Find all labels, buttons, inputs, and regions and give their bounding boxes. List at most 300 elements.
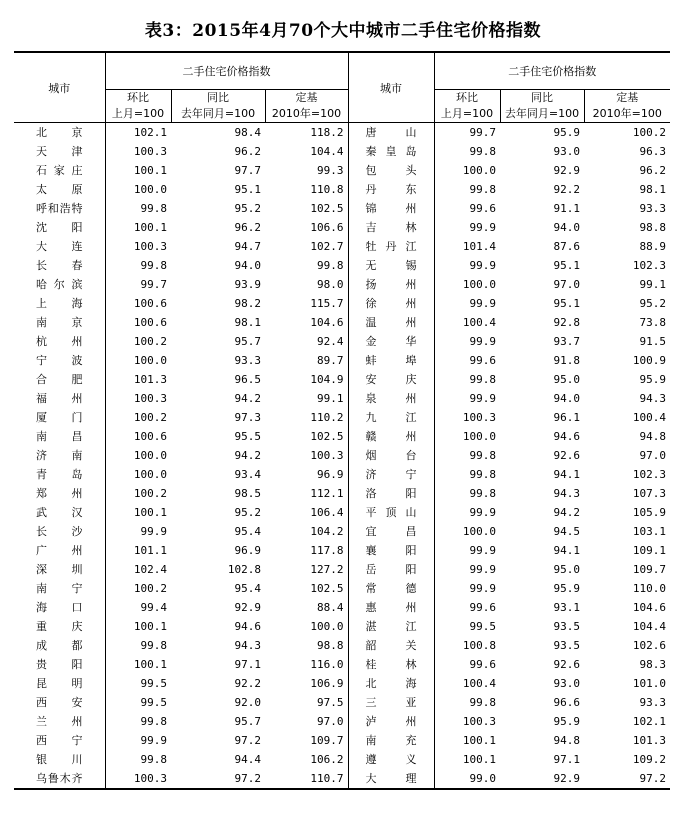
base-value: 102.6 [632, 639, 667, 652]
base-value: 101.0 [632, 677, 667, 690]
city-name: 九 江 [348, 408, 434, 427]
header-base-sub-right: 2010年=100 [584, 106, 670, 123]
city-name: 青 岛 [14, 465, 105, 484]
base-value: 110.7 [265, 769, 348, 789]
header-yoy-sub-right: 去年同月=100 [500, 106, 584, 123]
mom-value: 100.0 [133, 183, 167, 196]
yoy-value: 95.1 [553, 297, 581, 310]
yoy-value: 97.0 [553, 278, 581, 291]
table-row [14, 674, 670, 693]
base-value: 95.9 [639, 373, 667, 386]
city-name: 惠 州 [348, 598, 434, 617]
city-name: 乌鲁木齐 [14, 769, 105, 789]
mom-value: 100.4 [462, 316, 497, 329]
city-name: 深 圳 [14, 560, 105, 579]
table-row [14, 598, 670, 617]
table-row [14, 522, 670, 541]
page-title: 表3：2015年4月70个大中城市二手住宅价格指数 [144, 21, 542, 41]
table-row [14, 161, 670, 180]
table-body [14, 123, 670, 790]
table-row [14, 750, 670, 769]
mom-value: 100.0 [133, 354, 167, 367]
table-row [14, 142, 670, 161]
mom-value: 99.8 [469, 487, 497, 500]
base-value: 104.2 [265, 522, 348, 541]
city-name: 天 津 [14, 142, 105, 161]
mom-value: 99.8 [469, 449, 497, 462]
city-name: 昆 明 [14, 674, 105, 693]
yoy-value: 95.0 [553, 563, 581, 576]
base-value: 107.3 [632, 487, 667, 500]
city-name: 杭 州 [14, 332, 105, 351]
yoy-value: 96.2 [234, 221, 261, 234]
table-row [14, 427, 670, 446]
mom-value: 99.8 [140, 715, 167, 728]
mom-value: 102.4 [133, 563, 167, 576]
city-name: 沈 阳 [14, 218, 105, 237]
yoy-value: 91.8 [553, 354, 581, 367]
base-value: 100.0 [265, 617, 348, 636]
table-row [14, 275, 670, 294]
base-value: 89.7 [265, 351, 348, 370]
yoy-value: 102.8 [227, 563, 261, 576]
base-value: 98.1 [639, 183, 667, 196]
base-value: 94.8 [639, 430, 667, 443]
mom-value: 100.1 [133, 658, 167, 671]
header-base-right: 定基 [584, 90, 670, 107]
header-mom-right: 环比 [434, 90, 500, 107]
city-name: 南 充 [348, 731, 434, 750]
city-name: 吉 林 [348, 218, 434, 237]
yoy-value: 87.6 [553, 240, 581, 253]
mom-value: 100.3 [462, 715, 497, 728]
city-name: 秦皇岛 [348, 142, 434, 161]
base-value: 110.8 [265, 180, 348, 199]
mom-value: 99.4 [140, 601, 167, 614]
yoy-value: 94.6 [553, 430, 581, 443]
base-value: 102.7 [265, 237, 348, 256]
base-value: 99.1 [265, 389, 348, 408]
city-name: 银 川 [14, 750, 105, 769]
base-value: 97.0 [265, 712, 348, 731]
city-name: 北 京 [14, 123, 105, 143]
yoy-value: 93.1 [553, 601, 581, 614]
table-row [14, 199, 670, 218]
table-row [14, 636, 670, 655]
base-value: 127.2 [265, 560, 348, 579]
yoy-value: 94.2 [234, 449, 261, 462]
mom-value: 100.6 [133, 297, 167, 310]
table-row [14, 617, 670, 636]
table-row [14, 408, 670, 427]
mom-value: 100.3 [462, 411, 497, 424]
base-value: 98.0 [265, 275, 348, 294]
yoy-value: 93.4 [234, 468, 261, 481]
city-name: 合 肥 [14, 370, 105, 389]
city-name: 厦 门 [14, 408, 105, 427]
base-value: 92.4 [265, 332, 348, 351]
base-value: 88.9 [639, 240, 667, 253]
city-name: 西 宁 [14, 731, 105, 750]
base-value: 93.3 [639, 202, 667, 215]
yoy-value: 97.1 [234, 658, 261, 671]
yoy-value: 92.9 [553, 164, 581, 177]
yoy-value: 95.7 [234, 715, 261, 728]
yoy-value: 96.9 [234, 544, 261, 557]
mom-value: 99.9 [469, 335, 497, 348]
city-name: 锦 州 [348, 199, 434, 218]
yoy-value: 95.2 [234, 202, 261, 215]
base-value: 110.0 [632, 582, 667, 595]
mom-value: 100.1 [133, 221, 167, 234]
base-value: 106.4 [265, 503, 348, 522]
base-value: 96.3 [639, 145, 667, 158]
yoy-value: 93.5 [553, 620, 581, 633]
base-value: 117.8 [265, 541, 348, 560]
base-value: 104.6 [632, 601, 667, 614]
mom-value: 100.3 [105, 769, 171, 789]
base-value: 97.2 [584, 769, 670, 789]
city-name: 温 州 [348, 313, 434, 332]
table-row [14, 503, 670, 522]
base-value: 116.0 [265, 655, 348, 674]
mom-value: 99.6 [469, 202, 497, 215]
city-name: 桂 林 [348, 655, 434, 674]
mom-value: 99.6 [469, 354, 497, 367]
base-value: 109.7 [265, 731, 348, 750]
base-value: 100.3 [265, 446, 348, 465]
yoy-value: 94.3 [234, 639, 261, 652]
mom-value: 100.4 [462, 677, 497, 690]
mom-value: 100.1 [462, 753, 497, 766]
mom-value: 100.6 [133, 316, 167, 329]
table-row [14, 579, 670, 598]
yoy-value: 94.1 [553, 468, 581, 481]
base-value: 104.6 [265, 313, 348, 332]
yoy-value: 95.7 [234, 335, 261, 348]
mom-value: 99.8 [140, 639, 167, 652]
yoy-value: 94.8 [553, 734, 581, 747]
yoy-value: 92.9 [500, 769, 584, 789]
yoy-value: 95.4 [234, 582, 261, 595]
yoy-value: 95.9 [553, 715, 581, 728]
yoy-value: 94.7 [234, 240, 261, 253]
table-row [14, 446, 670, 465]
base-value: 102.1 [632, 715, 667, 728]
mom-value: 101.1 [133, 544, 167, 557]
base-value: 100.9 [632, 354, 667, 367]
city-name: 成 都 [14, 636, 105, 655]
header-mom-left: 环比 [105, 90, 171, 107]
city-name: 大 连 [14, 237, 105, 256]
yoy-value: 96.6 [553, 696, 581, 709]
city-name: 北 海 [348, 674, 434, 693]
table-row [14, 351, 670, 370]
yoy-value: 97.3 [234, 411, 261, 424]
table-row [14, 313, 670, 332]
mom-value: 100.1 [133, 506, 167, 519]
city-name: 福 州 [14, 389, 105, 408]
base-value: 91.5 [639, 335, 667, 348]
mom-value: 99.6 [469, 658, 497, 671]
mom-value: 101.3 [133, 373, 167, 386]
city-name: 徐 州 [348, 294, 434, 313]
base-value: 102.5 [265, 199, 348, 218]
mom-value: 100.3 [133, 240, 167, 253]
base-value: 110.2 [265, 408, 348, 427]
mom-value: 100.3 [133, 392, 167, 405]
base-value: 73.8 [639, 316, 667, 329]
base-value: 98.3 [639, 658, 667, 671]
mom-value: 99.9 [469, 392, 497, 405]
base-value: 102.5 [265, 427, 348, 446]
base-value: 102.5 [265, 579, 348, 598]
header-group-left: 二手住宅价格指数 [105, 52, 348, 90]
city-name: 石家庄 [14, 161, 105, 180]
mom-value: 99.9 [469, 259, 497, 272]
city-name: 洛 阳 [348, 484, 434, 503]
city-name: 长 沙 [14, 522, 105, 541]
base-value: 106.9 [265, 674, 348, 693]
yoy-value: 98.1 [234, 316, 261, 329]
yoy-value: 92.9 [234, 601, 261, 614]
mom-value: 99.8 [469, 696, 497, 709]
base-value: 88.4 [265, 598, 348, 617]
city-name: 武 汉 [14, 503, 105, 522]
mom-value: 99.5 [140, 696, 167, 709]
mom-value: 99.9 [469, 221, 497, 234]
base-value: 115.7 [265, 294, 348, 313]
city-name: 韶 关 [348, 636, 434, 655]
mom-value: 99.0 [434, 769, 500, 789]
city-name: 上 海 [14, 294, 105, 313]
base-value: 94.3 [639, 392, 667, 405]
city-name: 常 德 [348, 579, 434, 598]
base-value: 118.2 [265, 123, 348, 143]
yoy-value: 98.2 [234, 297, 261, 310]
yoy-value: 94.6 [234, 620, 261, 633]
yoy-value: 95.2 [234, 506, 261, 519]
mom-value: 99.9 [140, 734, 167, 747]
mom-value: 99.9 [469, 297, 497, 310]
base-value: 112.1 [265, 484, 348, 503]
table-row [14, 465, 670, 484]
mom-value: 99.8 [469, 468, 497, 481]
base-value: 97.0 [639, 449, 667, 462]
city-name: 贵 阳 [14, 655, 105, 674]
table-row [14, 541, 670, 560]
city-name: 南 京 [14, 313, 105, 332]
city-name: 济 南 [14, 446, 105, 465]
table-row [14, 693, 670, 712]
base-value: 102.3 [632, 468, 667, 481]
mom-value: 99.5 [469, 620, 497, 633]
yoy-value: 95.1 [234, 183, 261, 196]
base-value: 99.3 [265, 161, 348, 180]
mom-value: 100.8 [462, 639, 497, 652]
base-value: 99.1 [639, 278, 667, 291]
city-name: 安 庆 [348, 370, 434, 389]
base-value: 109.2 [632, 753, 667, 766]
city-name: 大 理 [348, 769, 434, 789]
city-name: 广 州 [14, 541, 105, 560]
city-name: 牡丹江 [348, 237, 434, 256]
mom-value: 99.7 [469, 126, 497, 139]
base-value: 98.8 [639, 221, 667, 234]
yoy-value: 93.7 [553, 335, 581, 348]
table-row [14, 769, 670, 789]
table-row [14, 123, 670, 143]
city-name: 西 安 [14, 693, 105, 712]
city-name: 湛 江 [348, 617, 434, 636]
mom-value: 99.5 [140, 677, 167, 690]
mom-value: 102.1 [133, 126, 167, 139]
mom-value: 99.7 [140, 278, 167, 291]
table-row [14, 712, 670, 731]
base-value: 104.9 [265, 370, 348, 389]
mom-value: 99.8 [469, 145, 497, 158]
city-name: 赣 州 [348, 427, 434, 446]
yoy-value: 93.9 [234, 278, 261, 291]
base-value: 102.3 [632, 259, 667, 272]
yoy-value: 94.1 [553, 544, 581, 557]
yoy-value: 91.1 [553, 202, 581, 215]
yoy-value: 94.2 [553, 506, 581, 519]
table-row [14, 294, 670, 313]
mom-value: 100.0 [133, 468, 167, 481]
base-value: 98.8 [265, 636, 348, 655]
base-value: 93.3 [639, 696, 667, 709]
table-row [14, 237, 670, 256]
city-name: 丹 东 [348, 180, 434, 199]
mom-value: 99.8 [469, 373, 497, 386]
mom-value: 100.3 [133, 145, 167, 158]
mom-value: 99.9 [469, 582, 497, 595]
city-name: 海 口 [14, 598, 105, 617]
yoy-value: 93.0 [553, 145, 581, 158]
yoy-value: 96.1 [553, 411, 581, 424]
city-name: 烟 台 [348, 446, 434, 465]
city-name: 包 头 [348, 161, 434, 180]
city-name: 济 宁 [348, 465, 434, 484]
yoy-value: 93.5 [553, 639, 581, 652]
header-city-right: 城市 [348, 52, 434, 123]
yoy-value: 97.2 [171, 769, 265, 789]
mom-value: 100.0 [462, 430, 497, 443]
header-base-sub-left: 2010年=100 [265, 106, 348, 123]
city-name: 泸 州 [348, 712, 434, 731]
base-value: 106.2 [265, 750, 348, 769]
base-value: 101.3 [632, 734, 667, 747]
base-value: 96.2 [639, 164, 667, 177]
city-name: 南 昌 [14, 427, 105, 446]
yoy-value: 94.2 [234, 392, 261, 405]
yoy-value: 94.4 [234, 753, 261, 766]
mom-value: 99.9 [469, 563, 497, 576]
price-index-table [14, 51, 670, 790]
mom-value: 99.9 [469, 544, 497, 557]
yoy-value: 92.6 [553, 449, 581, 462]
yoy-value: 94.0 [234, 259, 261, 272]
table-row [14, 389, 670, 408]
header-city-left: 城市 [14, 52, 105, 123]
yoy-value: 92.0 [234, 696, 261, 709]
city-name: 岳 阳 [348, 560, 434, 579]
yoy-value: 95.5 [234, 430, 261, 443]
header-mom-sub-right: 上月=100 [434, 106, 500, 123]
city-name: 三 亚 [348, 693, 434, 712]
city-name: 蚌 埠 [348, 351, 434, 370]
mom-value: 99.8 [140, 259, 167, 272]
yoy-value: 94.0 [553, 392, 581, 405]
yoy-value: 96.5 [234, 373, 261, 386]
base-value: 109.7 [632, 563, 667, 576]
city-name: 无 锡 [348, 256, 434, 275]
city-name: 郑 州 [14, 484, 105, 503]
base-value: 104.4 [265, 142, 348, 161]
yoy-value: 93.3 [234, 354, 261, 367]
city-name: 泉 州 [348, 389, 434, 408]
city-name: 哈尔滨 [14, 275, 105, 294]
city-name: 唐 山 [348, 123, 434, 143]
yoy-value: 96.2 [234, 145, 261, 158]
city-name: 平顶山 [348, 503, 434, 522]
city-name: 遵 义 [348, 750, 434, 769]
table-row [14, 256, 670, 275]
mom-value: 100.0 [462, 525, 497, 538]
yoy-value: 94.3 [553, 487, 581, 500]
table-row [14, 484, 670, 503]
header-base-left: 定基 [265, 90, 348, 107]
mom-value: 100.0 [462, 164, 497, 177]
base-value: 103.1 [632, 525, 667, 538]
yoy-value: 95.9 [553, 582, 581, 595]
base-value: 100.2 [632, 126, 667, 139]
base-value: 96.9 [265, 465, 348, 484]
mom-value: 100.1 [462, 734, 497, 747]
yoy-value: 92.2 [553, 183, 581, 196]
table-row [14, 332, 670, 351]
yoy-value: 95.4 [234, 525, 261, 538]
mom-value: 100.2 [133, 487, 167, 500]
yoy-value: 97.1 [553, 753, 581, 766]
header-mom-sub-left: 上月=100 [105, 106, 171, 123]
mom-value: 100.2 [133, 335, 167, 348]
yoy-value: 94.5 [553, 525, 581, 538]
yoy-value: 94.0 [553, 221, 581, 234]
mom-value: 99.9 [140, 525, 167, 538]
yoy-value: 95.1 [553, 259, 581, 272]
yoy-value: 98.5 [234, 487, 261, 500]
mom-value: 99.8 [469, 183, 497, 196]
table-row [14, 218, 670, 237]
city-name: 宁 波 [14, 351, 105, 370]
header-yoy-sub-left: 去年同月=100 [171, 106, 265, 123]
header-group-right: 二手住宅价格指数 [434, 52, 670, 90]
mom-value: 100.1 [133, 620, 167, 633]
yoy-value: 98.4 [234, 126, 261, 139]
city-name: 长 春 [14, 256, 105, 275]
yoy-value: 97.2 [234, 734, 261, 747]
mom-value: 101.4 [462, 240, 497, 253]
base-value: 105.9 [632, 506, 667, 519]
base-value: 100.4 [632, 411, 667, 424]
city-name: 扬 州 [348, 275, 434, 294]
mom-value: 100.1 [133, 164, 167, 177]
table-row [14, 560, 670, 579]
yoy-value: 95.9 [553, 126, 581, 139]
base-value: 97.5 [265, 693, 348, 712]
